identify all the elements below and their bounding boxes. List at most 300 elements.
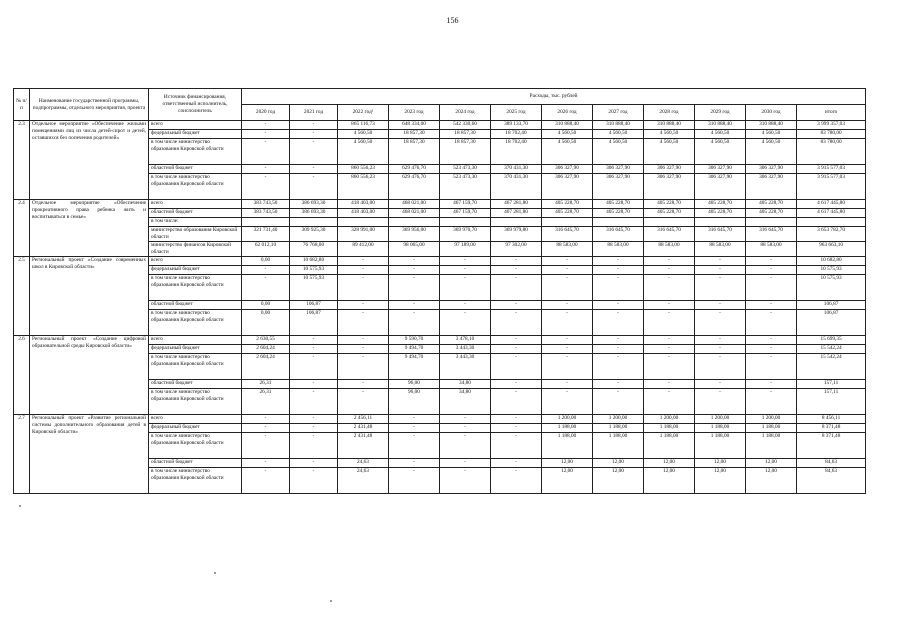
value-cell: - — [695, 345, 746, 354]
table-row — [14, 121, 866, 130]
header-year: 2027 год — [593, 105, 644, 121]
value-cell: - — [338, 389, 389, 415]
value-cell: - — [542, 301, 593, 310]
value-cell: 405 228,70 — [695, 200, 746, 209]
value-total: 10 682,80 — [797, 257, 866, 266]
value-total: 8 371,48 — [797, 433, 866, 459]
value-cell — [338, 218, 389, 227]
value-cell: - — [338, 266, 389, 275]
value-cell: 76 768,00 — [290, 242, 338, 257]
value-cell: 1 200,00 — [695, 415, 746, 424]
value-cell: 418 403,00 — [338, 200, 389, 209]
value-cell: 321 731,40 — [242, 227, 290, 242]
item-name: Региональный проект «Создание цифровой образовательной среды Кировской области» — [30, 336, 149, 415]
value-cell: 3 443,30 — [440, 345, 491, 354]
value-cell: 306 327,90 — [695, 174, 746, 200]
value-cell: - — [542, 354, 593, 380]
header-year: 2023 год — [389, 105, 440, 121]
value-cell: - — [290, 139, 338, 165]
value-cell: - — [440, 415, 491, 424]
funding-source: в том числе министерство образования Кировской области — [149, 174, 242, 200]
value-cell: 1 200,00 — [593, 415, 644, 424]
value-cell: 523 473,30 — [440, 174, 491, 200]
value-total: 83 780,00 — [797, 130, 866, 139]
value-cell: - — [491, 415, 542, 424]
value-cell: 405 228,70 — [644, 200, 695, 209]
value-cell: - — [242, 459, 290, 468]
value-cell: 4 560,50 — [338, 139, 389, 165]
value-cell: - — [242, 266, 290, 275]
value-total: 84,63 — [797, 459, 866, 468]
value-total: 963 663,10 — [797, 242, 866, 257]
value-total: 157,11 — [797, 389, 866, 415]
value-cell: - — [290, 380, 338, 389]
value-cell: 2 630,55 — [242, 336, 290, 345]
value-cell: - — [338, 310, 389, 336]
value-cell: - — [290, 459, 338, 468]
value-total: 84,63 — [797, 468, 866, 494]
value-cell: 1 200,00 — [644, 415, 695, 424]
value-cell: - — [290, 130, 338, 139]
funding-source: министерство образования Кировской области — [149, 227, 242, 242]
value-cell — [695, 218, 746, 227]
value-cell: 328 991,00 — [338, 227, 389, 242]
value-cell: 1 188,00 — [542, 433, 593, 459]
value-total: 3 653 782,70 — [797, 227, 866, 242]
value-cell: 2 604,24 — [242, 354, 290, 380]
value-cell: - — [242, 139, 290, 165]
value-cell — [491, 218, 542, 227]
item-name: Региональный проект «Создание современных школ в Кировской области» — [30, 257, 149, 336]
value-cell: 306 327,90 — [593, 165, 644, 174]
funding-source: федеральный бюджет — [149, 266, 242, 275]
value-cell: 10 575,93 — [290, 275, 338, 301]
value-cell: 860 556,23 — [338, 165, 389, 174]
header-year: 2020 год — [242, 105, 290, 121]
value-cell: 9 590,70 — [389, 336, 440, 345]
value-cell: - — [338, 301, 389, 310]
value-cell: 96,00 — [389, 389, 440, 415]
value-cell: - — [389, 310, 440, 336]
header-year: 2030 год — [746, 105, 797, 121]
value-cell: - — [695, 389, 746, 415]
value-cell: 369 970,70 — [440, 227, 491, 242]
value-cell: - — [542, 389, 593, 415]
value-cell: 316 645,70 — [542, 227, 593, 242]
value-cell: 865 116,73 — [338, 121, 389, 130]
value-cell: 12,00 — [746, 459, 797, 468]
value-cell: - — [644, 257, 695, 266]
value-cell: 316 645,70 — [695, 227, 746, 242]
value-cell: 97 302,00 — [491, 242, 542, 257]
header-year: 2025 год — [491, 105, 542, 121]
value-cell — [644, 218, 695, 227]
value-cell: 405 228,70 — [542, 200, 593, 209]
value-cell: 12,00 — [695, 459, 746, 468]
value-cell: 405 228,70 — [746, 209, 797, 218]
value-cell: 24,63 — [338, 459, 389, 468]
value-cell: - — [242, 275, 290, 301]
value-cell: 18 857,30 — [440, 130, 491, 139]
funding-source: в том числе министерство образования Кировской области — [149, 354, 242, 380]
value-cell: 306 327,90 — [593, 174, 644, 200]
value-cell: - — [440, 459, 491, 468]
value-cell: 1 188,00 — [695, 424, 746, 433]
table-row — [14, 200, 866, 209]
value-cell: 1 188,00 — [746, 433, 797, 459]
value-cell: - — [542, 336, 593, 345]
value-cell: 89 412,00 — [338, 242, 389, 257]
value-cell: - — [491, 345, 542, 354]
value-cell: - — [290, 121, 338, 130]
value-cell: - — [440, 310, 491, 336]
funding-source: в том числе министерство образования Кировской области — [149, 310, 242, 336]
value-cell: - — [389, 275, 440, 301]
value-cell: 386 693,30 — [290, 209, 338, 218]
value-cell: 106,87 — [290, 301, 338, 310]
value-cell: 4 560,50 — [746, 130, 797, 139]
funding-source: всего — [149, 200, 242, 209]
value-cell — [593, 218, 644, 227]
header-source: Источник финансирования, ответственный исполнитель, соисполнитель — [149, 89, 242, 121]
value-cell: 12,00 — [695, 468, 746, 494]
value-cell: 860 556,23 — [338, 174, 389, 200]
value-cell — [290, 218, 338, 227]
value-total: 10 575,93 — [797, 266, 866, 275]
header-year: 2021 год — [290, 105, 338, 121]
expenses-table — [13, 88, 866, 494]
value-cell: 4 560,50 — [746, 139, 797, 165]
value-cell: - — [593, 380, 644, 389]
funding-source: в том числе министерство образования Кировской области — [149, 275, 242, 301]
value-cell: 97 189,00 — [440, 242, 491, 257]
funding-source: областной бюджет — [149, 209, 242, 218]
value-cell: - — [242, 468, 290, 494]
value-cell: - — [338, 354, 389, 380]
header-expenses: Расходы, тыс. рублей — [242, 89, 866, 105]
value-cell: 310 888,40 — [644, 121, 695, 130]
value-cell: 405 228,70 — [593, 200, 644, 209]
value-cell: 12,00 — [593, 468, 644, 494]
value-cell: 2 604,24 — [242, 345, 290, 354]
value-cell: - — [746, 257, 797, 266]
value-total: 3 999 357,03 — [797, 121, 866, 130]
value-total: 8 371,48 — [797, 424, 866, 433]
value-cell: - — [644, 336, 695, 345]
value-cell: 26,31 — [242, 389, 290, 415]
value-cell: - — [491, 433, 542, 459]
value-cell: - — [491, 266, 542, 275]
value-cell: 12,00 — [542, 468, 593, 494]
value-cell: - — [491, 380, 542, 389]
table-row — [14, 257, 866, 266]
value-cell: - — [593, 275, 644, 301]
item-number: 2.3 — [14, 121, 30, 200]
value-cell: - — [440, 275, 491, 301]
value-cell: 468 021,00 — [389, 209, 440, 218]
value-total: 106,87 — [797, 310, 866, 336]
table-row — [14, 415, 866, 424]
value-cell: - — [644, 380, 695, 389]
value-cell: - — [746, 310, 797, 336]
item-name: Региональный проект «Развитие региональной системы дополнительного образования детей в Кировской области» — [30, 415, 149, 494]
value-cell: 18 857,30 — [440, 139, 491, 165]
value-cell: 316 645,70 — [746, 227, 797, 242]
value-cell: - — [242, 174, 290, 200]
value-cell: 88 583,00 — [746, 242, 797, 257]
value-cell: 0,00 — [242, 310, 290, 336]
value-total: 8 456,11 — [797, 415, 866, 424]
value-cell: 306 327,90 — [746, 174, 797, 200]
value-cell: 316 645,70 — [644, 227, 695, 242]
value-cell — [440, 218, 491, 227]
value-cell: 18 702,40 — [491, 130, 542, 139]
item-number: 2.7 — [14, 415, 30, 494]
value-cell: - — [389, 468, 440, 494]
value-cell: - — [242, 415, 290, 424]
value-cell: - — [389, 266, 440, 275]
value-cell: - — [593, 336, 644, 345]
funding-source: федеральный бюджет — [149, 424, 242, 433]
value-cell: - — [491, 468, 542, 494]
value-cell: 405 228,70 — [644, 209, 695, 218]
value-cell: 405 228,70 — [746, 200, 797, 209]
value-cell: - — [290, 433, 338, 459]
value-cell: 34,80 — [440, 380, 491, 389]
value-total: 3 915 577,03 — [797, 174, 866, 200]
page-number: 156 — [446, 16, 459, 25]
value-cell: 369 979,80 — [491, 227, 542, 242]
value-cell: 10 575,93 — [290, 266, 338, 275]
value-cell: - — [389, 415, 440, 424]
table-row — [14, 336, 866, 345]
value-cell: 3 478,10 — [440, 336, 491, 345]
value-cell: 1 188,00 — [644, 424, 695, 433]
value-cell: 4 560,50 — [338, 130, 389, 139]
value-cell: 386 693,30 — [290, 200, 338, 209]
value-cell: - — [389, 257, 440, 266]
value-cell: - — [491, 424, 542, 433]
value-cell: - — [695, 310, 746, 336]
value-cell: - — [746, 336, 797, 345]
value-cell: 12,00 — [593, 459, 644, 468]
value-cell: - — [644, 345, 695, 354]
value-cell: - — [644, 275, 695, 301]
value-cell: 26,31 — [242, 380, 290, 389]
scan-speck — [330, 600, 332, 602]
value-cell: 383 743,50 — [242, 200, 290, 209]
value-cell: - — [242, 424, 290, 433]
funding-source: всего — [149, 257, 242, 266]
value-cell: 306 327,90 — [644, 165, 695, 174]
value-cell: - — [593, 389, 644, 415]
value-cell: - — [644, 354, 695, 380]
funding-source: всего — [149, 121, 242, 130]
scan-speck — [214, 572, 216, 574]
value-cell: 306 327,90 — [542, 174, 593, 200]
value-cell: 467 159,70 — [440, 209, 491, 218]
value-cell: 1 188,00 — [644, 433, 695, 459]
item-name: Отдельное мероприятие «Обеспечение жилыми помещениями лиц из числа детей-сирот и детей, оставшихся без попечения родителей» — [30, 121, 149, 200]
value-cell: - — [290, 389, 338, 415]
value-cell: - — [440, 468, 491, 494]
value-cell — [746, 218, 797, 227]
value-cell: 24,63 — [338, 468, 389, 494]
value-cell: - — [746, 354, 797, 380]
header-year: итого — [797, 105, 866, 121]
value-cell: 88 583,00 — [593, 242, 644, 257]
value-cell: 310 888,40 — [695, 121, 746, 130]
value-cell: 369 956,00 — [389, 227, 440, 242]
value-cell: 2 456,11 — [338, 415, 389, 424]
funding-source: в том числе министерство образования Кировской области — [149, 139, 242, 165]
value-total: 10 575,93 — [797, 275, 866, 301]
value-cell: - — [695, 275, 746, 301]
value-cell: 1 188,00 — [746, 424, 797, 433]
value-cell: - — [644, 266, 695, 275]
value-cell: - — [338, 336, 389, 345]
value-total: 83 780,00 — [797, 139, 866, 165]
funding-source: в том числе министерство образования Кировской области — [149, 433, 242, 459]
value-cell: - — [290, 345, 338, 354]
value-cell: - — [440, 433, 491, 459]
value-cell: 4 560,50 — [695, 139, 746, 165]
value-cell: - — [695, 301, 746, 310]
value-cell: - — [593, 354, 644, 380]
value-cell: - — [491, 310, 542, 336]
value-cell: - — [491, 336, 542, 345]
header-year: 2028 год — [644, 105, 695, 121]
value-cell: - — [290, 174, 338, 200]
header-year: 2026 год — [542, 105, 593, 121]
value-cell: - — [491, 389, 542, 415]
value-cell: 310 888,40 — [542, 121, 593, 130]
value-cell: 106,87 — [290, 310, 338, 336]
value-cell: 316 645,70 — [593, 227, 644, 242]
value-cell: - — [593, 301, 644, 310]
value-cell: 629 476,70 — [389, 165, 440, 174]
value-cell: - — [389, 301, 440, 310]
value-cell: - — [491, 257, 542, 266]
value-cell: 18 702,40 — [491, 139, 542, 165]
value-cell: - — [542, 310, 593, 336]
value-cell: 96,00 — [389, 380, 440, 389]
value-cell: - — [644, 301, 695, 310]
value-cell: - — [290, 415, 338, 424]
value-cell: - — [491, 459, 542, 468]
value-total: 15 542,24 — [797, 354, 866, 380]
value-cell: 370 431,30 — [491, 165, 542, 174]
item-number: 2.4 — [14, 200, 30, 257]
value-cell: 1 200,00 — [542, 415, 593, 424]
funding-source: федеральный бюджет — [149, 345, 242, 354]
value-cell: - — [695, 380, 746, 389]
value-cell: - — [389, 459, 440, 468]
value-cell: - — [242, 433, 290, 459]
value-cell: - — [593, 345, 644, 354]
value-cell: 88 583,00 — [644, 242, 695, 257]
funding-source: областной бюджет — [149, 165, 242, 174]
value-cell: 383 743,50 — [242, 209, 290, 218]
value-cell: 1 188,00 — [593, 433, 644, 459]
value-total: 157,11 — [797, 380, 866, 389]
value-cell: 3 443,30 — [440, 354, 491, 380]
header-year: 2022 год¹ — [338, 105, 389, 121]
value-cell: 1 188,00 — [593, 424, 644, 433]
value-cell: - — [542, 275, 593, 301]
value-cell: - — [593, 310, 644, 336]
funding-source: областной бюджет — [149, 459, 242, 468]
value-cell: 306 327,90 — [746, 165, 797, 174]
value-cell: 9 494,70 — [389, 354, 440, 380]
value-cell: - — [542, 380, 593, 389]
value-cell: 10 682,80 — [290, 257, 338, 266]
value-cell: 648 334,00 — [389, 121, 440, 130]
value-total: 15 542,24 — [797, 345, 866, 354]
value-cell: - — [440, 424, 491, 433]
value-cell — [542, 218, 593, 227]
value-cell: - — [695, 257, 746, 266]
value-cell: - — [593, 266, 644, 275]
scan-speck — [19, 505, 21, 507]
value-cell: - — [542, 266, 593, 275]
header-year: 2029 год — [695, 105, 746, 121]
value-cell: - — [695, 354, 746, 380]
value-cell: 12,00 — [644, 468, 695, 494]
funding-source: всего — [149, 415, 242, 424]
value-cell: - — [746, 389, 797, 415]
value-cell: - — [695, 336, 746, 345]
value-total: 4 617 445,80 — [797, 209, 866, 218]
funding-source: областной бюджет — [149, 380, 242, 389]
value-cell: - — [338, 345, 389, 354]
value-cell: - — [242, 165, 290, 174]
funding-source: всего — [149, 336, 242, 345]
value-cell: 12,00 — [746, 468, 797, 494]
value-cell: - — [290, 165, 338, 174]
value-cell: 405 228,70 — [593, 209, 644, 218]
value-cell: 306 327,90 — [695, 165, 746, 174]
funding-source: в том числе министерство образования Кировской области — [149, 389, 242, 415]
value-cell: 405 228,70 — [542, 209, 593, 218]
value-cell: 0,00 — [242, 301, 290, 310]
value-cell: - — [242, 121, 290, 130]
value-cell: - — [746, 275, 797, 301]
value-cell: 4 560,50 — [542, 130, 593, 139]
value-cell: - — [542, 257, 593, 266]
value-cell: 4 560,50 — [695, 130, 746, 139]
value-cell: 98 065,00 — [389, 242, 440, 257]
value-cell: 467 281,80 — [491, 200, 542, 209]
funding-source: министерство финансов Кировской области — [149, 242, 242, 257]
value-cell: 310 888,40 — [746, 121, 797, 130]
value-cell: - — [440, 257, 491, 266]
value-cell: 4 560,50 — [593, 130, 644, 139]
value-cell: - — [746, 266, 797, 275]
value-cell: - — [290, 354, 338, 380]
value-cell: 4 560,50 — [644, 130, 695, 139]
value-cell: 1 200,00 — [746, 415, 797, 424]
value-total: 4 617 445,80 — [797, 200, 866, 209]
value-cell: 12,00 — [644, 459, 695, 468]
value-cell: 370 431,30 — [491, 174, 542, 200]
value-cell: 4 560,50 — [542, 139, 593, 165]
value-cell: 88 583,00 — [695, 242, 746, 257]
value-total — [797, 218, 866, 227]
value-total: 106,87 — [797, 301, 866, 310]
value-cell: - — [338, 257, 389, 266]
value-cell: 4 560,50 — [644, 139, 695, 165]
